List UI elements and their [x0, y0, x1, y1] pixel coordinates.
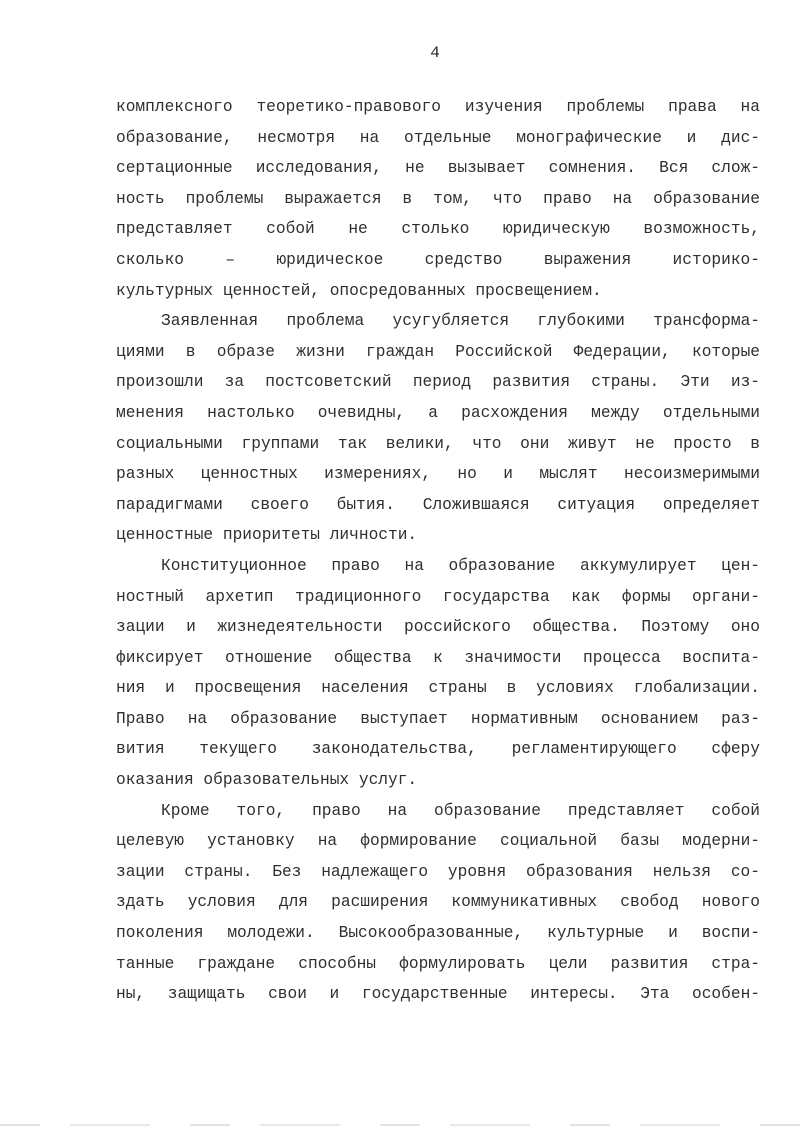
text-line: целевую установку на формирование социальной базы модерни-	[116, 832, 760, 851]
text-line: ны, защищать свои и государственные интересы. Эта особен-	[116, 985, 760, 1004]
body-text	[116, 92, 760, 1010]
text-line: социальными группами так велики, что они живут не просто в	[116, 434, 760, 453]
text-line: вития текущего законодательства, регламентирующего сферу	[116, 740, 760, 759]
text-line: ния и просвещения населения страны в условиях глобализации.	[116, 679, 760, 698]
text-line: парадигмами своего бытия. Сложившаяся ситуация определяет	[116, 495, 760, 514]
page-number: 4	[430, 44, 440, 62]
scan-edge-artifact	[0, 1124, 800, 1126]
text-line: сколько – юридическое средство выражения историко-	[116, 250, 760, 269]
text-line: зации страны. Без надлежащего уровня образования нельзя со-	[116, 862, 760, 881]
text-line: танные граждане способны формулировать цели развития стра-	[116, 954, 760, 973]
text-line: здать условия для расширения коммуникативных свобод нового	[116, 893, 760, 912]
text-line: менения настолько очевидны, а расхождения между отдельными	[116, 403, 760, 422]
text-line: циями в образе жизни граждан Российской Федерации, которые	[116, 342, 760, 361]
text-line: Кроме того, право на образование представляет собой	[161, 801, 760, 820]
text-line: образование, несмотря на отдельные монографические и дис-	[116, 128, 760, 147]
text-line: Конституционное право на образование аккумулирует цен-	[161, 556, 760, 575]
text-line: культурных ценностей, опосредованных просвещением.	[116, 281, 602, 300]
text-line: Заявленная проблема усугубляется глубокими трансформа-	[161, 312, 760, 331]
text-line: ностный архетип традиционного государства как формы органи-	[116, 587, 760, 606]
text-line: ность проблемы выражается в том, что право на образование	[116, 189, 760, 208]
text-line: поколения молодежи. Высокообразованные, культурные и воспи-	[116, 924, 760, 943]
text-line: произошли за постсоветский период развития страны. Эти из-	[116, 373, 760, 392]
text-line: фиксирует отношение общества к значимости процесса воспита-	[116, 648, 760, 667]
text-line: зации и жизнедеятельности российского общества. Поэтому оно	[116, 618, 760, 637]
text-line: представляет собой не столько юридическую возможность,	[116, 220, 760, 239]
text-line: комплексного теоретико-правового изучения проблемы права на	[116, 98, 760, 116]
text-line: сертационные исследования, не вызывает сомнения. Вся слож-	[116, 159, 760, 178]
text-line: ценностные приоритеты личности.	[116, 526, 418, 545]
text-line: разных ценностных измерениях, но и мыслят несоизмеримыми	[116, 465, 760, 484]
text-line: Право на образование выступает нормативным основанием раз-	[116, 709, 760, 728]
text-line: оказания образовательных услуг.	[116, 771, 418, 790]
